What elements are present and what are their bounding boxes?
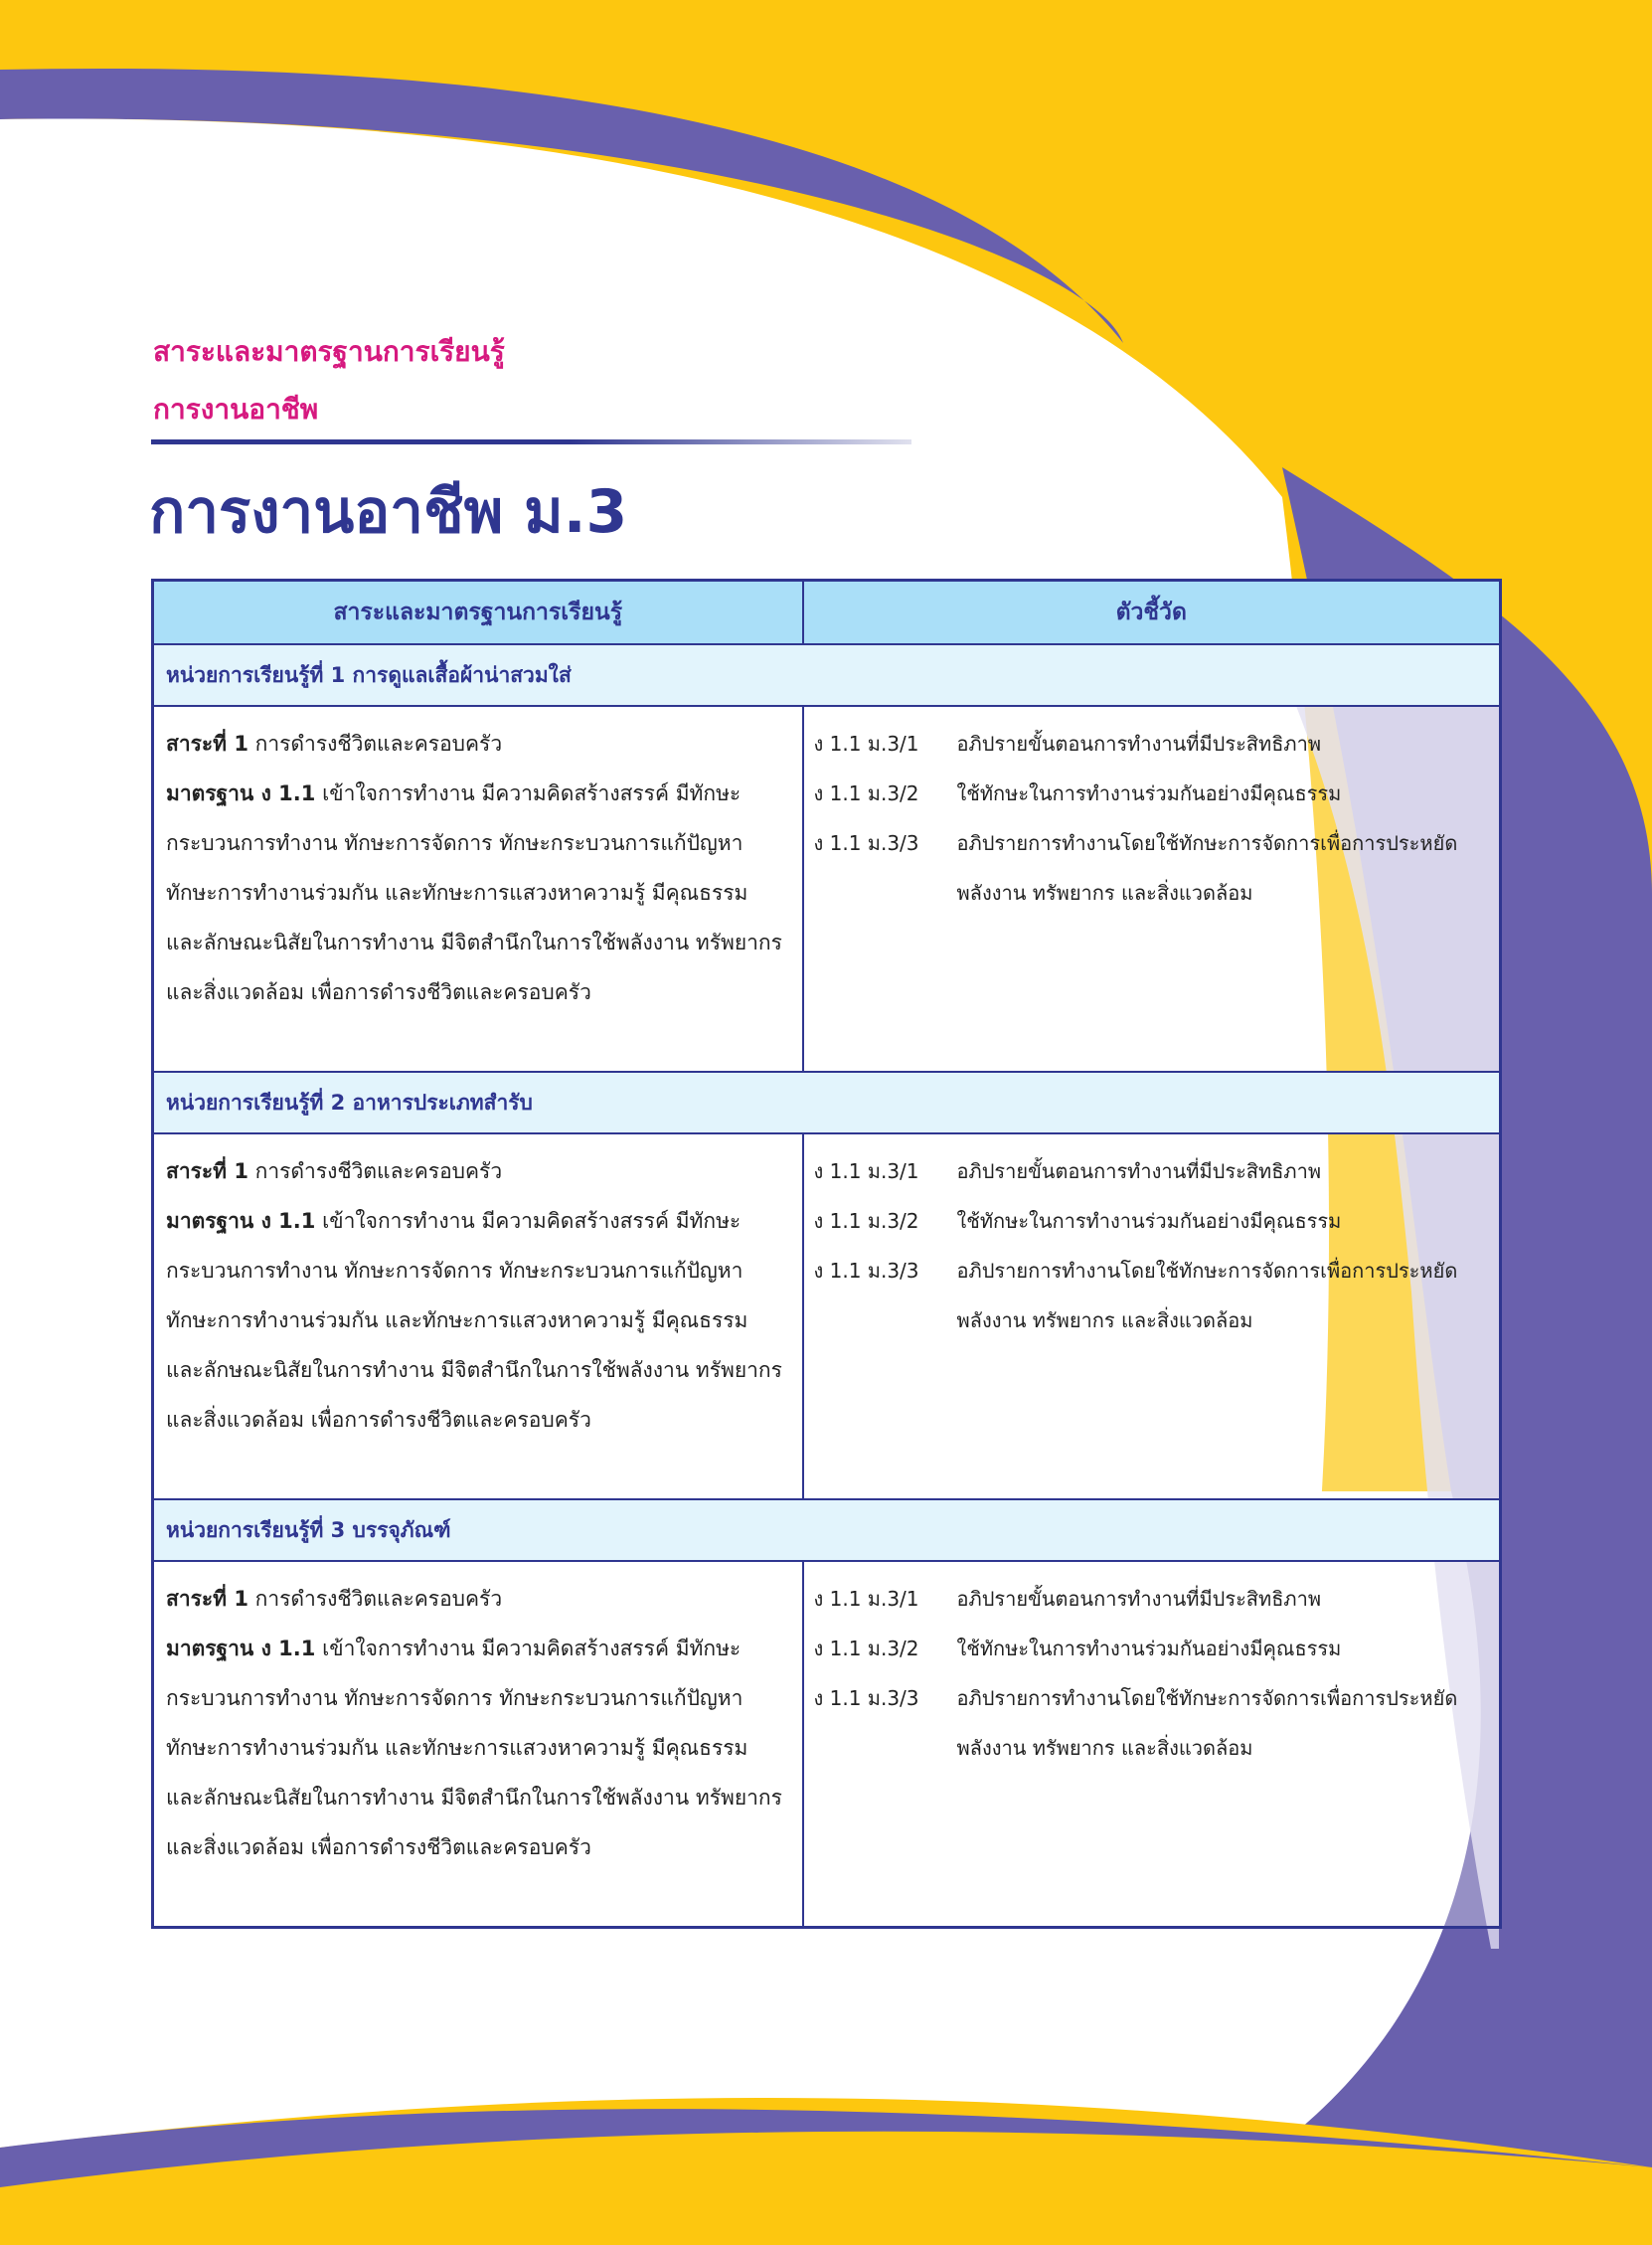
strand-text: การดำรงชีวิตและครอบครัว	[254, 1159, 503, 1183]
indicator-text: อภิปรายขั้นตอนการทำงานที่มีประสิทธิภาพ	[956, 732, 1322, 756]
strand-text: การดำรงชีวิตและครอบครัว	[254, 1587, 503, 1611]
indicator-text: อภิปรายการทำงานโดยใช้ทักษะการจัดการเพื่อการประหยัดพลังงาน ทรัพยากร และสิ่งแวดล้อม	[956, 1259, 1458, 1332]
standard-cell	[153, 1561, 803, 1928]
subject-header-line1: สาระและมาตรฐานการเรียนรู้	[153, 335, 505, 368]
indicator-code: ง 1.1 ม.3/2	[813, 1637, 919, 1660]
indicator-item	[814, 719, 1492, 769]
indicator-code: ง 1.1 ม.3/3	[813, 831, 919, 855]
unit-heading-row	[153, 1499, 1501, 1561]
unit-content-row	[153, 1561, 1501, 1928]
strand-label: สาระที่ 1	[166, 1587, 248, 1611]
indicator-text: อภิปรายขั้นตอนการทำงานที่มีประสิทธิภาพ	[956, 1159, 1322, 1183]
table-body	[153, 644, 1501, 1928]
indicator-code: ง 1.1 ม.3/3	[813, 1259, 919, 1283]
table-header-row	[153, 581, 1501, 645]
page-title: การงานอาชีพ ม.3	[149, 477, 628, 547]
standard-cell	[153, 706, 803, 1072]
standard-label: มาตรฐาน ง 1.1	[166, 1209, 316, 1233]
indicator-code: ง 1.1 ม.3/2	[813, 1209, 919, 1233]
indicator-code: ง 1.1 ม.3/1	[813, 732, 919, 756]
indicator-text: ใช้ทักษะในการทำงานร่วมกันอย่างมีคุณธรรม	[956, 1637, 1342, 1660]
indicator-text: อภิปรายการทำงานโดยใช้ทักษะการจัดการเพื่อการประหยัดพลังงาน ทรัพยากร และสิ่งแวดล้อม	[956, 1686, 1458, 1760]
subject-header	[153, 323, 505, 438]
header-rule	[151, 439, 911, 444]
indicator-item	[814, 1574, 1492, 1624]
unit-content-row	[153, 1133, 1501, 1499]
indicator-text: ใช้ทักษะในการทำงานร่วมกันอย่างมีคุณธรรม	[956, 781, 1342, 805]
column-header-standards: สาระและมาตรฐานการเรียนรู้	[153, 581, 803, 645]
indicator-code: ง 1.1 ม.3/1	[813, 1159, 919, 1183]
strand-label: สาระที่ 1	[166, 1159, 248, 1183]
indicator-item	[814, 1624, 1492, 1673]
indicator-item	[814, 1146, 1492, 1196]
standard-label: มาตรฐาน ง 1.1	[166, 781, 316, 805]
column-header-indicators: ตัวชี้วัด	[803, 581, 1501, 645]
standard-cell	[153, 1133, 803, 1499]
indicator-code: ง 1.1 ม.3/2	[813, 781, 919, 805]
indicators-cell	[803, 1133, 1501, 1499]
indicator-item	[814, 818, 1492, 918]
indicator-code: ง 1.1 ม.3/3	[813, 1686, 919, 1710]
subject-header-line2: การงานอาชีพ	[153, 393, 319, 426]
unit-heading-row	[153, 1072, 1501, 1133]
unit-heading-row	[153, 644, 1501, 706]
unit-heading: หน่วยการเรียนรู้ที่ 1 การดูแลเสื้อผ้าน่าสวมใส่	[153, 644, 1501, 706]
indicator-text: ใช้ทักษะในการทำงานร่วมกันอย่างมีคุณธรรม	[956, 1209, 1342, 1233]
unit-heading: หน่วยการเรียนรู้ที่ 2 อาหารประเภทสำรับ	[153, 1072, 1501, 1133]
standard-text: เข้าใจการทำงาน มีความคิดสร้างสรรค์ มีทักษะกระบวนการทำงาน ทักษะการจัดการ ทักษะกระบวนการแก้ปัญหา ทักษะการทำงานร่วมกัน และทักษะการแสวงหาความรู้ มีคุณธรรม และลักษณะนิสัยในการทำงาน มีจิตสำนึกในการใช้พลังงาน ทรัพยากร และสิ่งแวดล้อม เพื่อการดำรงชีวิตและครอบครัว	[166, 1637, 782, 1859]
unit-content-row	[153, 706, 1501, 1072]
strand-text: การดำรงชีวิตและครอบครัว	[254, 732, 503, 756]
indicators-cell	[803, 706, 1501, 1072]
standard-label: มาตรฐาน ง 1.1	[166, 1637, 316, 1660]
indicator-text: อภิปรายขั้นตอนการทำงานที่มีประสิทธิภาพ	[956, 1587, 1322, 1611]
strand-label: สาระที่ 1	[166, 732, 248, 756]
indicator-item	[814, 1196, 1492, 1246]
unit-heading: หน่วยการเรียนรู้ที่ 3 บรรจุภัณฑ์	[153, 1499, 1501, 1561]
indicator-item	[814, 1673, 1492, 1773]
indicator-code: ง 1.1 ม.3/1	[813, 1587, 919, 1611]
indicator-item	[814, 1246, 1492, 1345]
indicator-text: อภิปรายการทำงานโดยใช้ทักษะการจัดการเพื่อการประหยัดพลังงาน ทรัพยากร และสิ่งแวดล้อม	[956, 831, 1458, 905]
indicator-item	[814, 769, 1492, 818]
indicators-cell	[803, 1561, 1501, 1928]
standard-text: เข้าใจการทำงาน มีความคิดสร้างสรรค์ มีทักษะกระบวนการทำงาน ทักษะการจัดการ ทักษะกระบวนการแก้ปัญหา ทักษะการทำงานร่วมกัน และทักษะการแสวงหาความรู้ มีคุณธรรม และลักษณะนิสัยในการทำงาน มีจิตสำนึกในการใช้พลังงาน ทรัพยากร และสิ่งแวดล้อม เพื่อการดำรงชีวิตและครอบครัว	[166, 781, 782, 1004]
standard-text: เข้าใจการทำงาน มีความคิดสร้างสรรค์ มีทักษะกระบวนการทำงาน ทักษะการจัดการ ทักษะกระบวนการแก้ปัญหา ทักษะการทำงานร่วมกัน และทักษะการแสวงหาความรู้ มีคุณธรรม และลักษณะนิสัยในการทำงาน มีจิตสำนึกในการใช้พลังงาน ทรัพยากร และสิ่งแวดล้อม เพื่อการดำรงชีวิตและครอบครัว	[166, 1209, 782, 1432]
standards-table	[151, 579, 1502, 1929]
